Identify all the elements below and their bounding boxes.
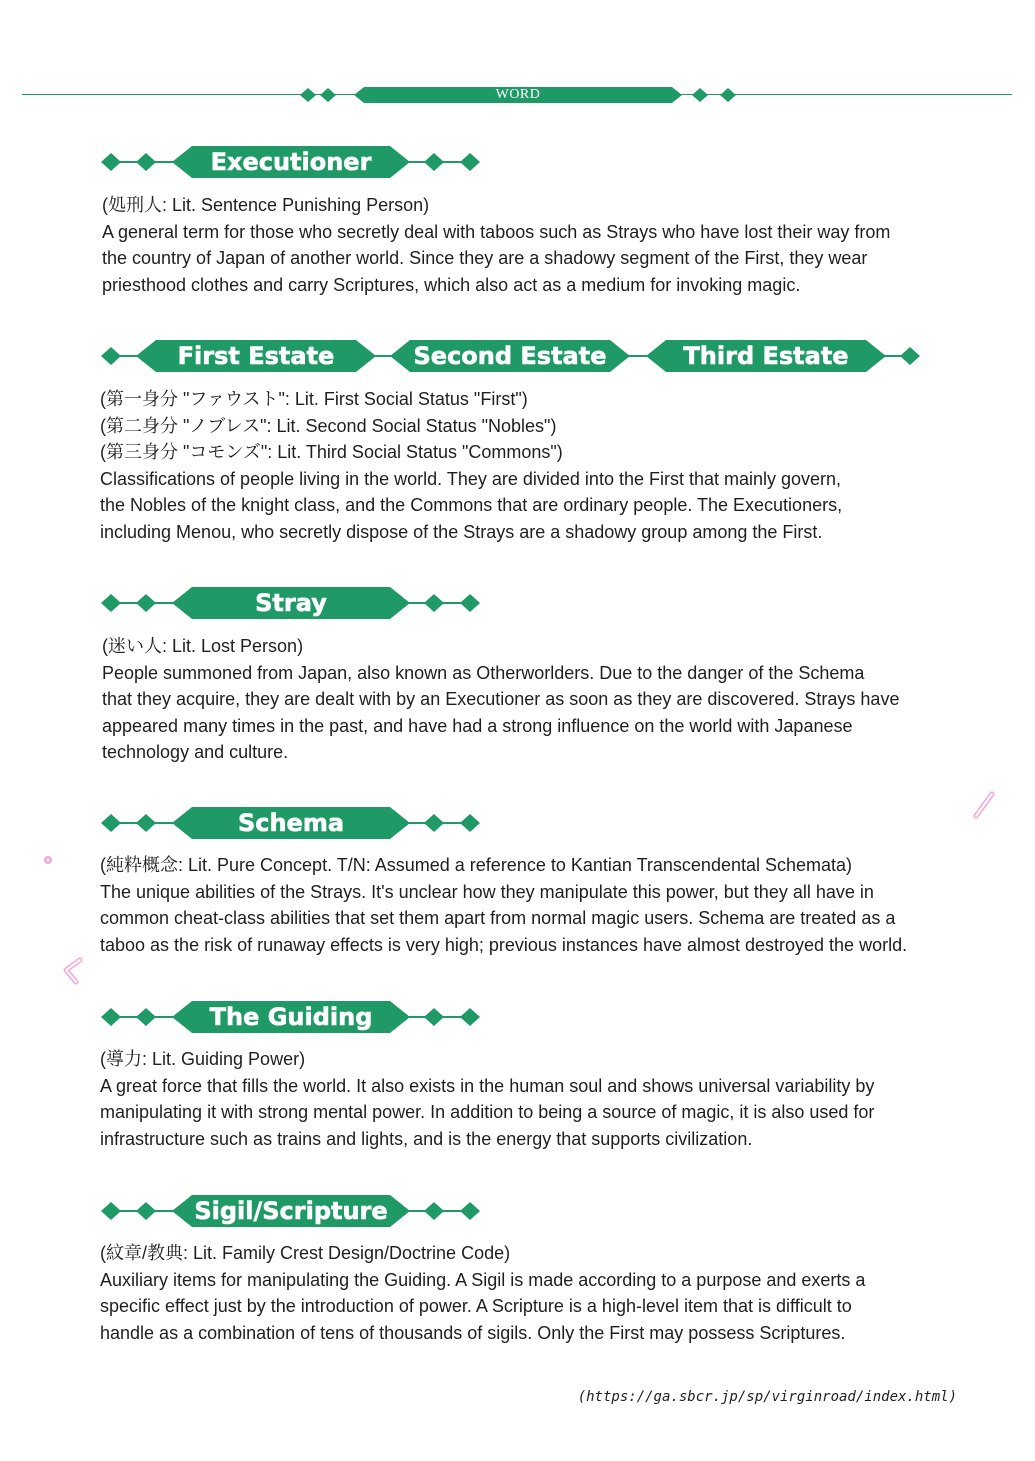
entry-line: (第二身分 "ノブレス": Lit. Second Social Status "Nobles") (100, 415, 557, 436)
entry-line: Auxiliary items for manipulating the Guiding. A Sigil is made according to a purpose and exerts a (100, 1269, 866, 1290)
entry-line: A great force that fills the world. It also exists in the human soul and shows universal variability by (100, 1075, 875, 1096)
entry-line: manipulating it with strong mental power. In addition to being a source of magic, it is also used for (100, 1102, 875, 1123)
entry-line: (処刑人: Lit. Sentence Punishing Person) (102, 195, 430, 215)
word-banner (298, 85, 738, 105)
entry-the-guiding (100, 1046, 874, 1152)
entry-schema (100, 852, 907, 958)
source-url: (https://ga.sbcr.jp/sp/virginroad/index.html) (577, 1389, 957, 1405)
banner-label: WORD (495, 87, 541, 102)
entry-estates (100, 386, 842, 546)
entry-line: the Nobles of the knight class, and the Commons that are ordinary people. The Executioners, (100, 495, 843, 516)
heading-schema (100, 806, 482, 840)
heading-stray (100, 586, 482, 620)
entry-line: appeared many times in the past, and have had a strong influence on the world with Japanese (102, 715, 853, 736)
entry-line: (第一身分 "ファウスト": Lit. First Social Status "First") (100, 389, 528, 409)
heading-label: Schema (237, 809, 345, 837)
heading-the-guiding (100, 1000, 482, 1034)
heading-label: The Guiding (209, 1003, 373, 1031)
entry-line: (純粋概念: Lit. Pure Concept. T/N: Assumed a reference to Kantian Transcendental Schemata) (100, 855, 853, 875)
entry-line: specific effect just by the introduction of power. A Scripture is a high-level item that is difficult to (100, 1296, 852, 1317)
entry-line: taboo as the risk of runaway effects is very high; previous instances have almost destroyed the world. (100, 934, 908, 955)
entry-sigil-scripture (100, 1240, 865, 1346)
heading-executioner (100, 145, 482, 179)
heading-label: Stray (255, 589, 327, 617)
entry-line: that they acquire, they are dealt with by an Executioner as soon as they are discovered. Strays have (102, 689, 900, 710)
heading-label: Sigil/Scripture (194, 1197, 388, 1225)
entry-stray (102, 633, 899, 766)
heading-label-third-estate: Third Estate (683, 342, 849, 370)
entry-line: technology and culture. (102, 742, 289, 763)
sparkle-icon (56, 952, 90, 988)
entry-line: common cheat-class abilities that set them apart from normal magic users. Schema are treated as a (100, 908, 896, 929)
heading-sigil-scripture (100, 1194, 482, 1228)
heading-label-second-estate: Second Estate (413, 342, 607, 370)
heading-label-first-estate: First Estate (177, 342, 335, 370)
entry-line: (第三身分 "コモンズ": Lit. Third Social Status "Commons") (100, 442, 563, 463)
entry-line: A general term for those who secretly deal with taboos such as Strays who have lost their way from (102, 221, 891, 242)
heading-estates (100, 339, 922, 373)
entry-line: People summoned from Japan, also known as Otherworlders. Due to the danger of the Schema (102, 662, 865, 683)
entry-executioner (102, 192, 890, 298)
entry-line: including Menou, who secretly dispose of the Strays are a shadowy group among the First. (100, 521, 823, 542)
sparkle-icon (966, 788, 1000, 822)
heading-label: Executioner (210, 148, 372, 176)
entry-line: (紋章/教典: Lit. Family Crest Design/Doctrine Code) (100, 1243, 511, 1263)
entry-line: infrastructure such as trains and lights, and is the energy that supports civilization. (100, 1128, 753, 1149)
entry-line: handle as a combination of tens of thousands of sigils. Only the First may possess Scriptures. (100, 1322, 846, 1343)
entry-line: the country of Japan of another world. Since they are a shadowy segment of the First, they wear (102, 248, 868, 269)
entry-line: The unique abilities of the Strays. It's unclear how they manipulate this power, but they all have in (100, 881, 874, 902)
entry-line: priesthood clothes and carry Scriptures, which also act as a medium for invoking magic. (102, 274, 801, 295)
entry-line: (迷い人: Lit. Lost Person) (102, 636, 304, 656)
entry-line: Classifications of people living in the world. They are divided into the First that mainly govern, (100, 468, 842, 489)
entry-line: (導力: Lit. Guiding Power) (100, 1049, 306, 1069)
sparkle-icon (38, 850, 58, 870)
